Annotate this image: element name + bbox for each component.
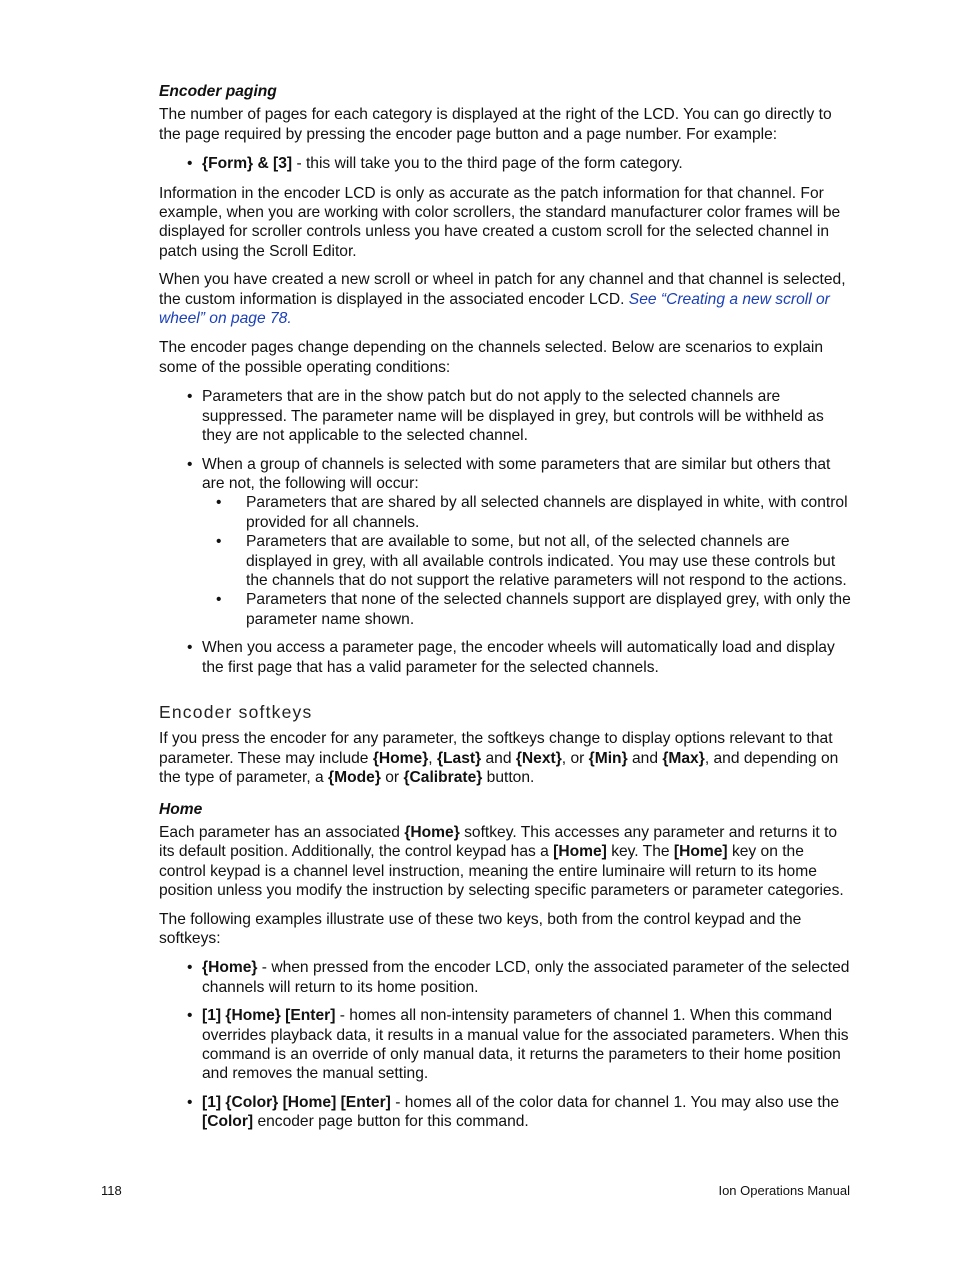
bullet-list <box>159 387 854 677</box>
list-item: • When you access a parameter page, the encoder wheels will automatically load and display the first page that has a valid parameter for the selected channels. <box>159 638 854 677</box>
key-label: {Max} <box>662 749 705 767</box>
key-label: {Form} & [3] <box>202 155 293 173</box>
sub-list-item: • Parameters that none of the selected channels support are displayed grey, with only the parameter name shown. <box>202 590 854 629</box>
page-content <box>159 82 854 1142</box>
paragraph <box>159 823 854 901</box>
key-label: {Next} <box>515 749 562 767</box>
heading-home: Home <box>159 800 203 818</box>
cross-reference-link[interactable]: See “Creating a new scroll or wheel” on page 78. <box>159 290 830 328</box>
key-label: {Min} <box>588 749 628 767</box>
paragraph-text: and <box>481 749 516 767</box>
paragraph-text: Each parameter has an associated <box>159 824 405 841</box>
paragraph-text: key. The <box>606 843 674 861</box>
key-label: [Home] <box>553 843 607 861</box>
list-item <box>159 1006 854 1084</box>
list-item: • Parameters that are in the show patch but do not apply to the selected channels are suppressed. The parameter name will be displayed in grey, but controls will be withheld as they are not applicable to the selected channel. <box>159 387 854 445</box>
sub-list-item: • Parameters that are available to some, but not all, of the selected channels are displayed in grey, with all available controls indicated. You may use these controls but the channels that do not support the relative parameters will not respond to the actions. <box>202 532 854 590</box>
paragraph-text: and <box>627 749 663 767</box>
paragraph: The encoder pages change depending on the channels selected. Below are scenarios to explain some of the possible operating conditions: <box>159 339 824 376</box>
bullet-list <box>159 154 854 173</box>
key-label: {Home} <box>404 824 460 841</box>
heading-encoder-paging: Encoder paging <box>159 83 277 100</box>
list-text: When a group of channels is selected with some parameters that are similar but others that are not, the following will occur: <box>202 455 831 492</box>
key-label: {Calibrate} <box>403 769 483 787</box>
list-item <box>159 1093 854 1132</box>
paragraph <box>159 270 854 328</box>
paragraph-text: When you have created a new scroll or wheel in patch for any channel and that channel is selected, the custom information is displayed in the associated encoder LCD. <box>159 271 846 308</box>
list-text: - when pressed from the encoder LCD, only the associated parameter of the selected channels will return to its home position. <box>202 959 850 996</box>
paragraph: The following examples illustrate use of these two keys, both from the control keypad and the softkeys: <box>159 910 802 948</box>
key-label: {Home} <box>202 959 258 977</box>
paragraph-text: key on the control keypad is a channel level instruction, meaning the entire luminaire will return to its home position unless you modify the instruction by selecting specific parameters or parameter categories. <box>159 843 844 900</box>
list-text: - homes all of the color data for channel 1. You may also use the <box>390 1093 840 1111</box>
sub-list-item: • Parameters that are shared by all selected channels are displayed in white, with control provided for all channels. <box>202 493 854 532</box>
list-text: - homes all non-intensity parameters of channel 1. When this command overrides playback data, it results in a manual value for the associated parameters. When this command is an override of only manual data, it returns the parameters to their home position and removes the manual setting. <box>202 1007 849 1083</box>
heading-encoder-softkeys: Encoder softkeys <box>159 701 313 722</box>
paragraph-text: , or <box>561 749 589 767</box>
paragraph-text: button. <box>482 769 535 787</box>
key-label: [Color] <box>202 1113 254 1131</box>
paragraph: Information in the encoder LCD is only as accurate as the patch information for that channel. For example, when you are working with color scrollers, the standard manufacturer color frames will be displayed for scroller controls unless you have created a custom scroll for the selected channel in patch using the Scroll Editor. <box>159 184 841 260</box>
manual-title: Ion Operations Manual <box>718 1183 850 1198</box>
list-item <box>159 154 854 173</box>
page-number: 118 <box>101 1183 122 1198</box>
list-text: - this will take you to the third page of the form category. <box>292 155 683 173</box>
key-label: [Home] <box>673 843 728 861</box>
key-label: [1] {Color} [Home] [Enter] <box>202 1093 391 1111</box>
key-label: [1] {Home} [Enter] <box>202 1007 336 1025</box>
list-item <box>159 455 854 630</box>
key-label: {Mode} <box>328 769 381 787</box>
paragraph-text: , and depending on the type of parameter, a <box>159 749 839 787</box>
paragraph: The number of pages for each category is displayed at the right of the LCD. You can go directly to the page required by pressing the encoder page button and a page number. For example: <box>159 106 832 143</box>
paragraph <box>159 729 854 787</box>
paragraph-text: If you press the encoder for any parameter, the softkeys change to display options relevant to that parameter. These may include <box>159 730 833 767</box>
paragraph-text: or <box>380 769 404 787</box>
key-label: {Last} <box>436 749 482 767</box>
paragraph-text: softkey. This accesses any parameter and returns it to its default position. Additionally, the control keypad has a <box>159 824 838 861</box>
list-text: encoder page button for this command. <box>253 1113 529 1131</box>
list-item <box>159 958 854 997</box>
paragraph-text: , <box>428 749 437 767</box>
key-label: {Home} <box>372 749 429 767</box>
sub-bullet-list <box>202 493 854 629</box>
bullet-list <box>159 958 854 1131</box>
